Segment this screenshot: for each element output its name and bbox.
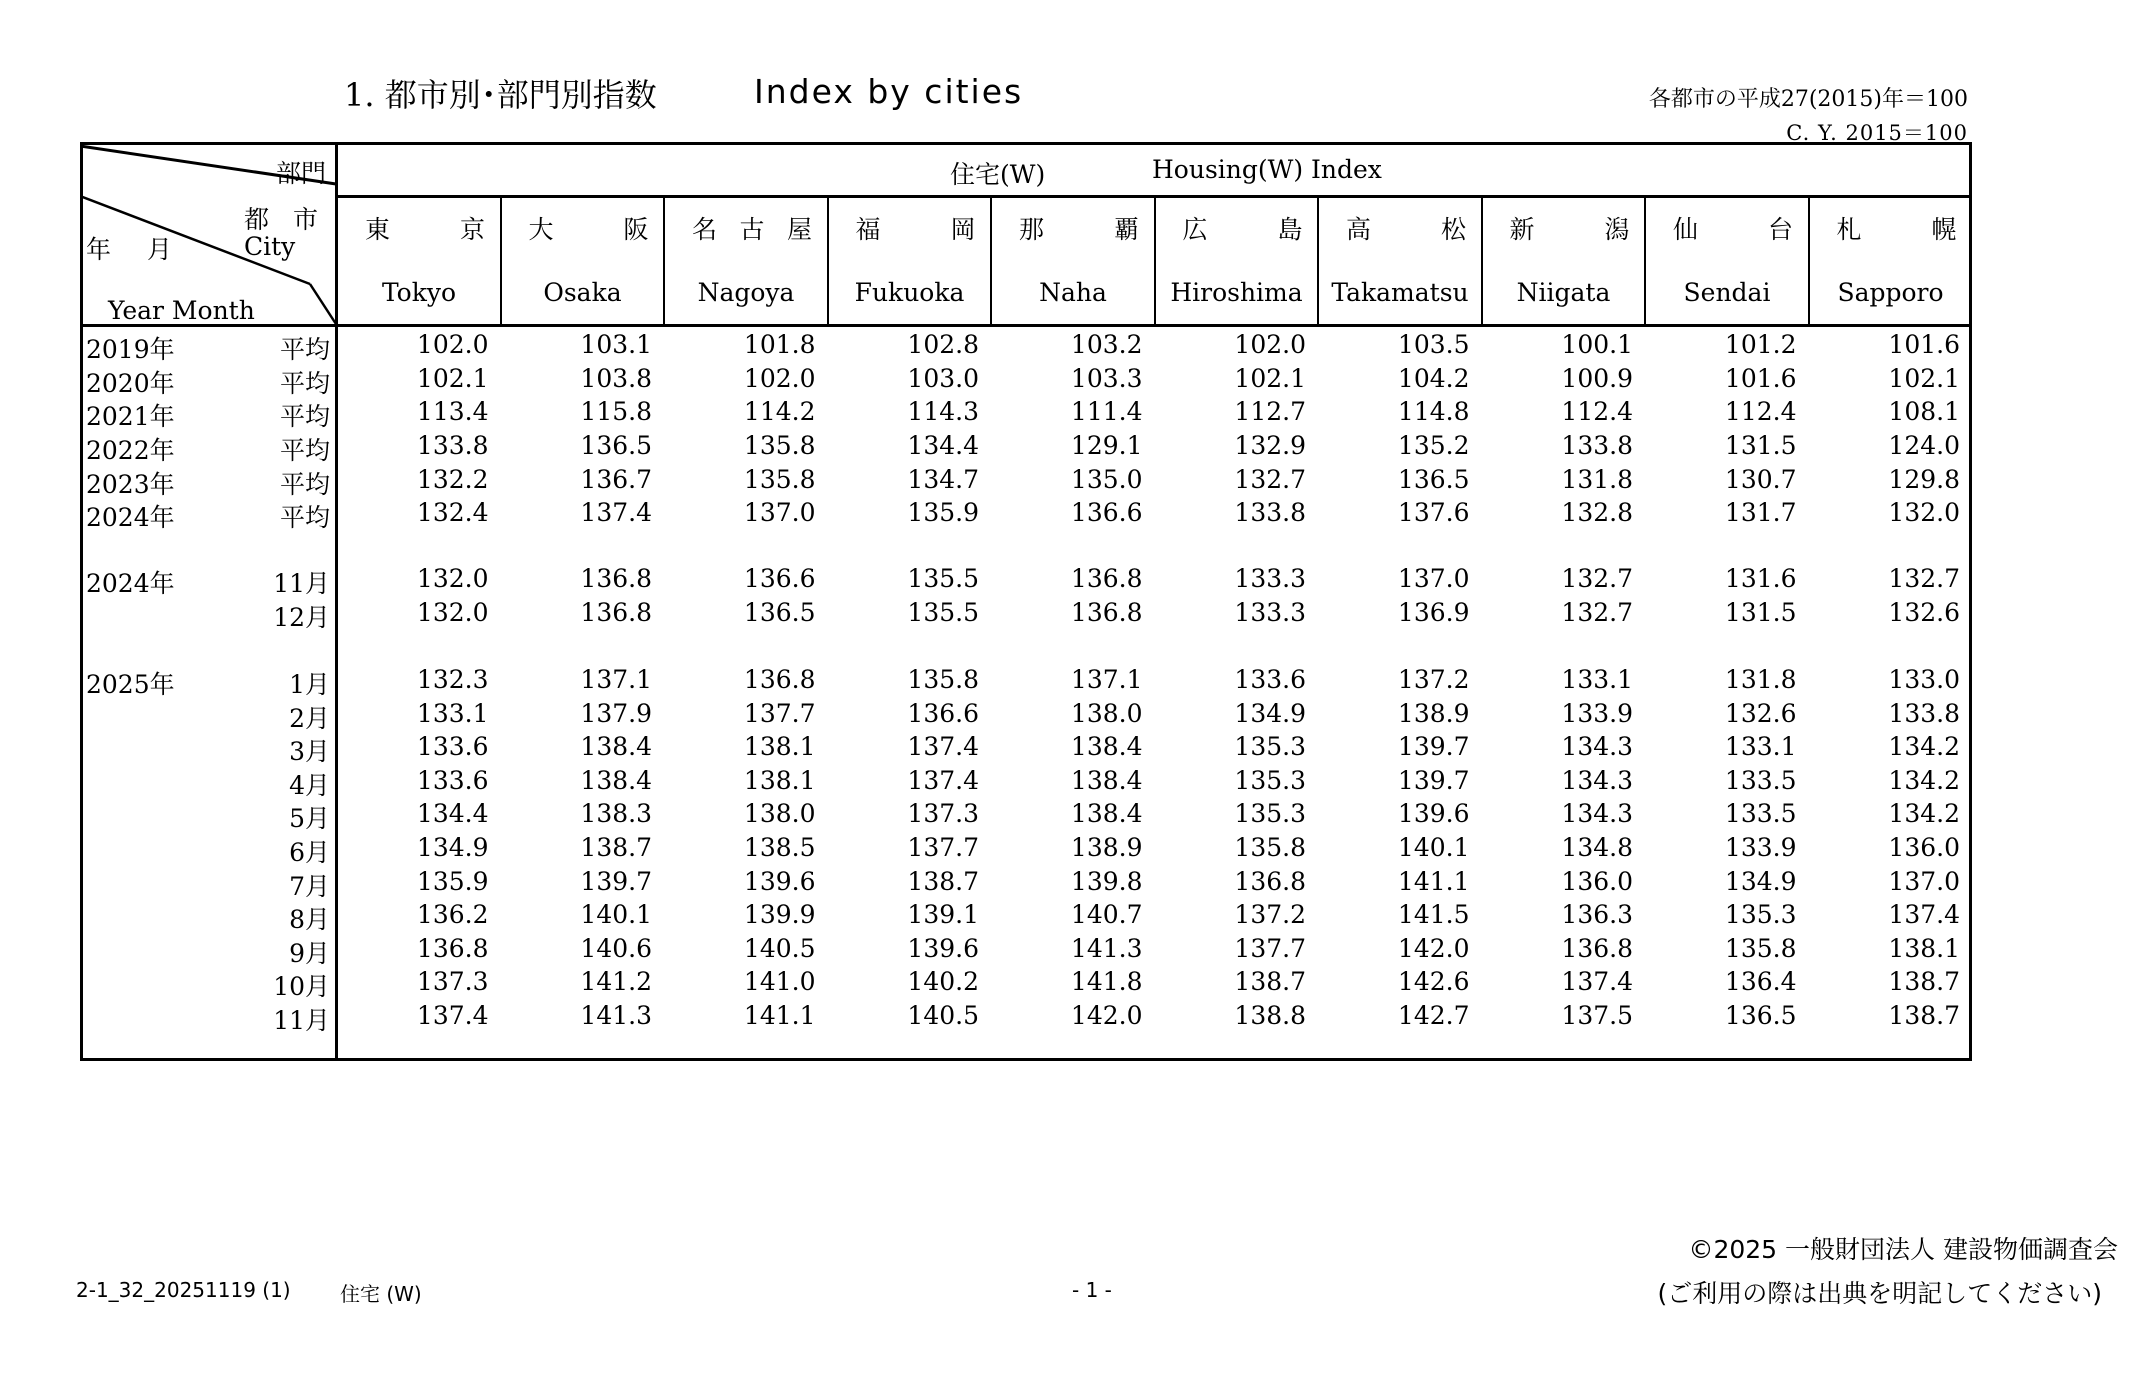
city-name-jp bbox=[856, 210, 976, 246]
index-value-cell: 132.8 bbox=[1561, 498, 1633, 527]
index-value-cell: 138.7 bbox=[1888, 1001, 1960, 1030]
index-value-cell: 112.4 bbox=[1724, 397, 1797, 426]
city-name-char: 屋 bbox=[786, 215, 812, 244]
index-value-cell: 132.9 bbox=[1234, 431, 1306, 460]
row-year: 2023年 bbox=[86, 470, 175, 499]
index-value-cell: 140.5 bbox=[907, 1001, 979, 1030]
index-value-cell: 139.9 bbox=[743, 900, 816, 929]
index-value-cell: 142.0 bbox=[1070, 1001, 1143, 1030]
index-value-cell: 133.3 bbox=[1234, 564, 1306, 593]
index-value-cell: 137.2 bbox=[1397, 665, 1470, 694]
city-column-rule bbox=[500, 195, 502, 325]
index-value-cell: 129.8 bbox=[1888, 465, 1960, 494]
index-value-cell: 136.8 bbox=[416, 934, 489, 963]
index-value-cell: 137.0 bbox=[1397, 564, 1470, 593]
index-value-cell: 134.3 bbox=[1561, 732, 1633, 761]
city-name-en: Hiroshima bbox=[1170, 278, 1303, 307]
index-value-cell: 133.6 bbox=[1234, 665, 1306, 694]
index-value-cell: 102.8 bbox=[907, 330, 979, 359]
index-value-cell: 133.3 bbox=[1234, 598, 1306, 627]
category-label: 住宅(W) bbox=[950, 160, 1046, 189]
index-value-cell: 103.8 bbox=[580, 364, 652, 393]
index-value-cell: 138.1 bbox=[1888, 934, 1960, 963]
index-value-cell: 142.0 bbox=[1397, 934, 1470, 963]
index-value-cell: 137.4 bbox=[1888, 900, 1960, 929]
footer-category: 住宅 (W) bbox=[340, 1282, 422, 1306]
city-name-char: 仙 bbox=[1673, 215, 1699, 244]
index-value-cell: 112.7 bbox=[1234, 397, 1306, 426]
city-name-jp bbox=[1510, 210, 1630, 246]
city-name-jp bbox=[529, 210, 649, 246]
header-bottom-rule bbox=[80, 324, 1972, 327]
row-month: 2月 bbox=[289, 704, 330, 733]
index-value-cell: 142.7 bbox=[1397, 1001, 1470, 1030]
index-value-cell: 100.1 bbox=[1561, 330, 1633, 359]
index-value-cell: 138.4 bbox=[1070, 799, 1143, 828]
index-value-cell: 132.0 bbox=[416, 564, 489, 593]
index-value-cell: 108.1 bbox=[1888, 397, 1960, 426]
row-month: 3月 bbox=[289, 737, 330, 766]
index-value-cell: 136.5 bbox=[1724, 1001, 1797, 1030]
city-column-rule bbox=[1317, 195, 1319, 325]
index-value-cell: 137.6 bbox=[1397, 498, 1470, 527]
index-value-cell: 142.6 bbox=[1397, 967, 1470, 996]
index-value-cell: 136.2 bbox=[416, 900, 489, 929]
index-value-cell: 133.6 bbox=[416, 732, 489, 761]
row-month: 9月 bbox=[289, 939, 330, 968]
index-value-cell: 133.5 bbox=[1724, 766, 1797, 795]
row-month: 10月 bbox=[273, 972, 330, 1001]
index-value-cell: 139.7 bbox=[1397, 732, 1470, 761]
index-value-cell: 132.0 bbox=[1888, 498, 1960, 527]
index-value-cell: 133.8 bbox=[1561, 431, 1633, 460]
row-month: 平均 bbox=[279, 436, 330, 465]
index-value-cell: 137.5 bbox=[1561, 1001, 1633, 1030]
index-value-cell: 124.0 bbox=[1888, 431, 1960, 460]
index-value-cell: 132.7 bbox=[1234, 465, 1306, 494]
city-column-rule bbox=[1644, 195, 1646, 325]
index-value-cell: 133.1 bbox=[416, 699, 489, 728]
index-value-cell: 136.8 bbox=[580, 564, 652, 593]
index-value-cell: 135.5 bbox=[907, 564, 979, 593]
index-value-cell: 133.1 bbox=[1724, 732, 1797, 761]
page-title: 1. 都市別･部門別指数 bbox=[344, 76, 657, 114]
index-value-cell: 141.0 bbox=[743, 967, 816, 996]
city-name-char: 福 bbox=[855, 215, 881, 244]
index-value-cell: 136.9 bbox=[1397, 598, 1470, 627]
index-value-cell: 134.2 bbox=[1888, 732, 1960, 761]
index-value-cell: 132.3 bbox=[416, 665, 489, 694]
index-value-cell: 136.8 bbox=[1070, 598, 1143, 627]
index-value-cell: 100.9 bbox=[1561, 364, 1633, 393]
index-value-cell: 135.3 bbox=[1234, 732, 1306, 761]
index-value-cell: 103.5 bbox=[1397, 330, 1470, 359]
city-name-char: 潟 bbox=[1604, 215, 1630, 244]
index-value-cell: 138.0 bbox=[743, 799, 816, 828]
index-value-cell: 129.1 bbox=[1070, 431, 1143, 460]
category-label-en: Housing(W) Index bbox=[1152, 155, 1382, 184]
index-value-cell: 101.8 bbox=[743, 330, 816, 359]
city-name-en: Nagoya bbox=[697, 278, 795, 307]
city-name-jp bbox=[1019, 210, 1139, 246]
index-value-cell: 102.1 bbox=[416, 364, 489, 393]
index-value-cell: 102.0 bbox=[743, 364, 816, 393]
row-month: 平均 bbox=[279, 470, 330, 499]
index-value-cell: 134.7 bbox=[907, 465, 979, 494]
city-column-rule bbox=[990, 195, 992, 325]
index-value-cell: 139.7 bbox=[1397, 766, 1470, 795]
index-value-cell: 134.2 bbox=[1888, 799, 1960, 828]
index-value-cell: 141.8 bbox=[1070, 967, 1143, 996]
index-value-cell: 137.0 bbox=[1888, 867, 1960, 896]
index-value-cell: 136.4 bbox=[1724, 967, 1797, 996]
index-value-cell: 131.8 bbox=[1724, 665, 1797, 694]
index-value-cell: 103.2 bbox=[1070, 330, 1143, 359]
city-name-char: 高 bbox=[1346, 215, 1372, 244]
index-value-cell: 138.1 bbox=[743, 766, 816, 795]
index-value-cell: 135.5 bbox=[907, 598, 979, 627]
index-value-cell: 137.1 bbox=[1070, 665, 1143, 694]
index-value-cell: 138.1 bbox=[743, 732, 816, 761]
index-value-cell: 134.3 bbox=[1561, 799, 1633, 828]
index-value-cell: 136.7 bbox=[580, 465, 652, 494]
row-year: 2024年 bbox=[86, 569, 175, 598]
index-value-cell: 135.8 bbox=[907, 665, 979, 694]
index-value-cell: 138.9 bbox=[1070, 833, 1143, 862]
index-value-cell: 132.2 bbox=[416, 465, 489, 494]
index-value-cell: 131.8 bbox=[1561, 465, 1633, 494]
city-name-jp bbox=[692, 210, 812, 246]
base-year-note-en: C. Y. 2015＝100 bbox=[1786, 121, 1968, 145]
index-value-cell: 135.8 bbox=[743, 431, 816, 460]
index-value-cell: 135.9 bbox=[416, 867, 489, 896]
city-name-char: 大 bbox=[528, 215, 554, 244]
index-value-cell: 101.6 bbox=[1888, 330, 1960, 359]
base-year-note: 各都市の平成27(2015)年＝100 bbox=[1648, 87, 1968, 112]
index-value-cell: 135.3 bbox=[1234, 766, 1306, 795]
index-value-cell: 137.7 bbox=[907, 833, 979, 862]
row-year: 2021年 bbox=[86, 402, 175, 431]
index-value-cell: 140.2 bbox=[907, 967, 979, 996]
index-value-cell: 138.8 bbox=[1234, 1001, 1306, 1030]
index-value-cell: 133.0 bbox=[1888, 665, 1960, 694]
index-value-cell: 131.6 bbox=[1724, 564, 1797, 593]
city-name-char: 幌 bbox=[1931, 215, 1957, 244]
index-value-cell: 101.6 bbox=[1724, 364, 1797, 393]
index-value-cell: 104.2 bbox=[1397, 364, 1470, 393]
row-year: 2025年 bbox=[86, 670, 175, 699]
index-value-cell: 131.5 bbox=[1724, 598, 1797, 627]
index-value-cell: 132.0 bbox=[416, 598, 489, 627]
index-value-cell: 103.3 bbox=[1070, 364, 1143, 393]
index-value-cell: 136.8 bbox=[1070, 564, 1143, 593]
index-value-cell: 135.2 bbox=[1397, 431, 1470, 460]
index-value-cell: 102.1 bbox=[1888, 364, 1960, 393]
row-year: 2022年 bbox=[86, 436, 175, 465]
index-value-cell: 137.0 bbox=[743, 498, 816, 527]
index-value-cell: 138.0 bbox=[1070, 699, 1143, 728]
index-value-cell: 138.7 bbox=[907, 867, 979, 896]
index-value-cell: 137.1 bbox=[580, 665, 652, 694]
index-value-cell: 136.3 bbox=[1561, 900, 1633, 929]
city-name-en: Osaka bbox=[543, 278, 622, 307]
index-value-cell: 134.4 bbox=[416, 799, 489, 828]
row-month: 平均 bbox=[279, 335, 330, 364]
index-value-cell: 134.9 bbox=[1234, 699, 1306, 728]
city-column-rule bbox=[1481, 195, 1483, 325]
page-number: - 1 - bbox=[1072, 1278, 1112, 1302]
index-value-cell: 141.2 bbox=[580, 967, 652, 996]
index-value-cell: 139.6 bbox=[743, 867, 816, 896]
index-value-cell: 139.8 bbox=[1070, 867, 1143, 896]
index-value-cell: 137.4 bbox=[580, 498, 652, 527]
city-name-char: 東 bbox=[365, 215, 391, 244]
index-value-cell: 102.0 bbox=[1234, 330, 1306, 359]
index-value-cell: 135.8 bbox=[1724, 934, 1797, 963]
index-value-cell: 111.4 bbox=[1070, 397, 1143, 426]
city-name-char: 島 bbox=[1277, 215, 1303, 244]
city-name-jp bbox=[1673, 210, 1793, 246]
city-name-jp bbox=[1346, 210, 1466, 246]
row-month: 6月 bbox=[289, 838, 330, 867]
index-value-cell: 136.8 bbox=[1234, 867, 1306, 896]
index-value-cell: 136.6 bbox=[743, 564, 816, 593]
index-value-cell: 134.3 bbox=[1561, 766, 1633, 795]
page-title-en: Index by cities bbox=[754, 72, 1024, 111]
index-value-cell: 140.5 bbox=[743, 934, 816, 963]
index-value-cell: 138.9 bbox=[1397, 699, 1470, 728]
index-value-cell: 134.9 bbox=[416, 833, 489, 862]
index-value-cell: 133.9 bbox=[1724, 833, 1797, 862]
index-value-cell: 137.7 bbox=[1234, 934, 1306, 963]
index-value-cell: 134.9 bbox=[1724, 867, 1797, 896]
city-name-en: Tokyo bbox=[381, 278, 457, 307]
index-value-cell: 112.4 bbox=[1561, 397, 1633, 426]
city-name-char: 古 bbox=[739, 215, 765, 244]
index-value-cell: 139.1 bbox=[907, 900, 979, 929]
year-month-label: 年 月 bbox=[86, 235, 186, 264]
index-value-cell: 135.0 bbox=[1070, 465, 1143, 494]
index-value-cell: 132.6 bbox=[1888, 598, 1960, 627]
city-name-en: Naha bbox=[1039, 278, 1107, 307]
city-name-char: 名 bbox=[692, 215, 718, 244]
sector-label: 部門 bbox=[276, 159, 327, 188]
index-value-cell: 138.4 bbox=[1070, 766, 1143, 795]
index-value-cell: 133.8 bbox=[416, 431, 489, 460]
index-value-cell: 141.1 bbox=[743, 1001, 816, 1030]
city-name-en: Fukuoka bbox=[854, 278, 965, 307]
index-value-cell: 103.0 bbox=[907, 364, 979, 393]
index-value-cell: 136.5 bbox=[580, 431, 652, 460]
index-value-cell: 140.6 bbox=[580, 934, 652, 963]
index-value-cell: 136.8 bbox=[580, 598, 652, 627]
index-value-cell: 114.2 bbox=[743, 397, 816, 426]
index-value-cell: 132.4 bbox=[416, 498, 489, 527]
city-name-char: 覇 bbox=[1113, 215, 1139, 244]
index-value-cell: 141.3 bbox=[1070, 934, 1143, 963]
index-value-cell: 138.4 bbox=[580, 766, 652, 795]
index-value-cell: 133.6 bbox=[416, 766, 489, 795]
city-column-rule bbox=[663, 195, 665, 325]
year-month-label-en: Year Month bbox=[108, 296, 255, 325]
row-month: 5月 bbox=[289, 804, 330, 833]
city-name-char: 松 bbox=[1440, 215, 1466, 244]
index-value-cell: 114.3 bbox=[907, 397, 979, 426]
index-value-cell: 135.9 bbox=[907, 498, 979, 527]
index-value-cell: 138.7 bbox=[1888, 967, 1960, 996]
index-value-cell: 141.3 bbox=[580, 1001, 652, 1030]
index-value-cell: 102.0 bbox=[416, 330, 489, 359]
row-year: 2020年 bbox=[86, 369, 175, 398]
index-value-cell: 137.9 bbox=[580, 699, 652, 728]
index-value-cell: 135.8 bbox=[743, 465, 816, 494]
index-value-cell: 137.2 bbox=[1234, 900, 1306, 929]
row-month: 7月 bbox=[289, 872, 330, 901]
city-name-char: 京 bbox=[459, 215, 485, 244]
city-name-char: 広 bbox=[1182, 215, 1208, 244]
index-value-cell: 133.9 bbox=[1561, 699, 1633, 728]
row-month: 平均 bbox=[279, 369, 330, 398]
city-name-char: 阪 bbox=[623, 215, 649, 244]
index-value-cell: 135.3 bbox=[1234, 799, 1306, 828]
index-value-cell: 134.4 bbox=[907, 431, 979, 460]
index-value-cell: 103.1 bbox=[580, 330, 652, 359]
city-column-rule bbox=[1154, 195, 1156, 325]
index-value-cell: 138.4 bbox=[1070, 732, 1143, 761]
index-value-cell: 139.7 bbox=[580, 867, 652, 896]
document-code: 2-1_32_20251119 (1) bbox=[76, 1278, 291, 1302]
index-value-cell: 137.4 bbox=[907, 766, 979, 795]
index-value-cell: 137.3 bbox=[907, 799, 979, 828]
index-value-cell: 132.7 bbox=[1561, 598, 1633, 627]
index-value-cell: 133.5 bbox=[1724, 799, 1797, 828]
index-value-cell: 133.1 bbox=[1561, 665, 1633, 694]
city-name-char: 札 bbox=[1836, 215, 1862, 244]
usage-note: (ご利用の際は出典を明記してください) bbox=[1657, 1279, 2102, 1308]
index-value-cell: 132.7 bbox=[1561, 564, 1633, 593]
row-month: 平均 bbox=[279, 402, 330, 431]
index-value-cell: 139.6 bbox=[907, 934, 979, 963]
city-column-rule bbox=[827, 195, 829, 325]
city-name-char: 岡 bbox=[950, 215, 976, 244]
index-value-cell: 136.5 bbox=[1397, 465, 1470, 494]
index-value-cell: 137.7 bbox=[743, 699, 816, 728]
index-value-cell: 134.2 bbox=[1888, 766, 1960, 795]
row-month: 4月 bbox=[289, 771, 330, 800]
city-column-rule bbox=[1808, 195, 1810, 325]
index-value-cell: 138.4 bbox=[580, 732, 652, 761]
city-name-en: Takamatsu bbox=[1331, 278, 1469, 307]
index-value-cell: 138.7 bbox=[580, 833, 652, 862]
index-value-cell: 136.0 bbox=[1888, 833, 1960, 862]
index-value-cell: 136.0 bbox=[1561, 867, 1633, 896]
index-value-cell: 139.6 bbox=[1397, 799, 1470, 828]
city-name-char: 新 bbox=[1509, 215, 1535, 244]
row-month: 1月 bbox=[289, 670, 330, 699]
index-value-cell: 136.8 bbox=[1561, 934, 1633, 963]
index-value-cell: 138.5 bbox=[743, 833, 816, 862]
index-value-cell: 136.6 bbox=[1070, 498, 1143, 527]
index-value-cell: 102.1 bbox=[1234, 364, 1306, 393]
index-value-cell: 101.2 bbox=[1724, 330, 1797, 359]
index-value-cell: 138.3 bbox=[580, 799, 652, 828]
index-value-cell: 131.7 bbox=[1724, 498, 1797, 527]
city-name-jp bbox=[1183, 210, 1303, 246]
index-value-cell: 130.7 bbox=[1724, 465, 1797, 494]
copyright-notice: ©2025 一般財団法人 建設物価調査会 bbox=[1688, 1235, 2118, 1264]
index-value-cell: 133.8 bbox=[1234, 498, 1306, 527]
index-value-cell: 137.4 bbox=[1561, 967, 1633, 996]
index-value-cell: 140.1 bbox=[1397, 833, 1470, 862]
row-month: 11月 bbox=[273, 1006, 330, 1035]
index-value-cell: 140.1 bbox=[580, 900, 652, 929]
city-name-en: Sapporo bbox=[1837, 278, 1944, 307]
index-value-cell: 136.6 bbox=[907, 699, 979, 728]
city-label-en: City bbox=[244, 232, 296, 261]
city-name-jp bbox=[365, 210, 485, 246]
city-name-en: Sendai bbox=[1683, 278, 1771, 307]
index-value-cell: 137.4 bbox=[907, 732, 979, 761]
row-month: 11月 bbox=[273, 569, 330, 598]
city-name-en: Niigata bbox=[1516, 278, 1611, 307]
index-value-cell: 131.5 bbox=[1724, 431, 1797, 460]
index-value-cell: 134.8 bbox=[1561, 833, 1633, 862]
index-value-cell: 141.1 bbox=[1397, 867, 1470, 896]
row-month: 8月 bbox=[289, 905, 330, 934]
city-name-jp bbox=[1837, 210, 1957, 246]
city-name-char: 那 bbox=[1019, 215, 1045, 244]
index-value-cell: 132.7 bbox=[1888, 564, 1960, 593]
index-value-cell: 141.5 bbox=[1397, 900, 1470, 929]
index-value-cell: 115.8 bbox=[580, 397, 652, 426]
row-month: 平均 bbox=[279, 503, 330, 532]
city-name-char: 台 bbox=[1767, 215, 1793, 244]
index-value-cell: 113.4 bbox=[416, 397, 489, 426]
index-value-cell: 114.8 bbox=[1397, 397, 1470, 426]
index-value-cell: 137.4 bbox=[416, 1001, 489, 1030]
index-value-cell: 140.7 bbox=[1070, 900, 1143, 929]
row-month: 12月 bbox=[273, 603, 330, 632]
index-value-cell: 138.7 bbox=[1234, 967, 1306, 996]
index-value-cell: 137.3 bbox=[416, 967, 489, 996]
row-year: 2024年 bbox=[86, 503, 175, 532]
index-value-cell: 135.3 bbox=[1724, 900, 1797, 929]
index-value-cell: 136.8 bbox=[743, 665, 816, 694]
index-value-cell: 133.8 bbox=[1888, 699, 1960, 728]
row-year: 2019年 bbox=[86, 335, 175, 364]
index-value-cell: 135.8 bbox=[1234, 833, 1306, 862]
city-label: 都 市 bbox=[244, 205, 326, 234]
index-value-cell: 136.5 bbox=[743, 598, 816, 627]
index-value-cell: 132.6 bbox=[1724, 699, 1797, 728]
